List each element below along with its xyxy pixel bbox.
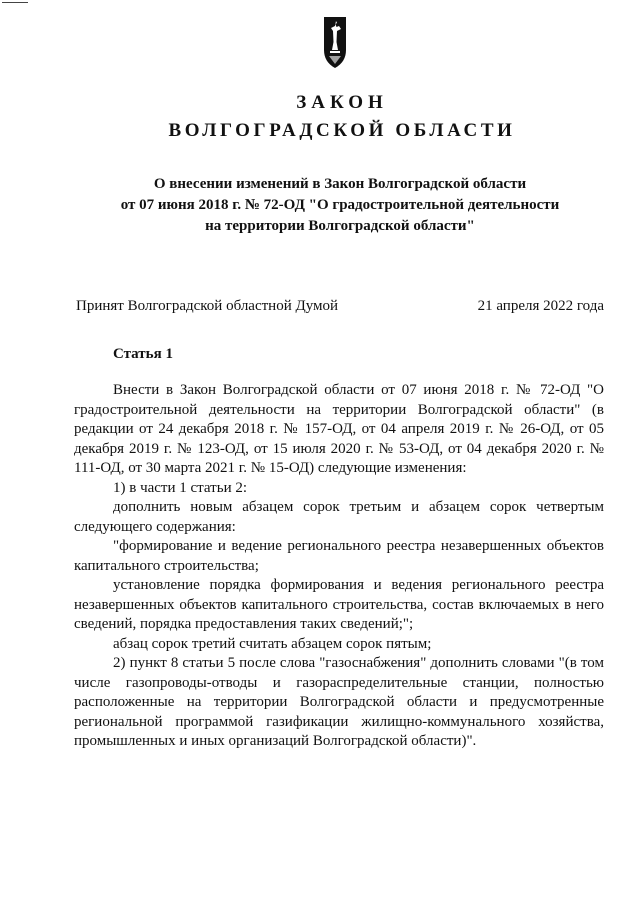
subtitle-line: О внесении изменений в Закон Волгоградской области bbox=[153, 176, 527, 192]
paragraph: 2) пункт 8 статьи 5 после слова "газоснабжения" дополнить словами "(в том числе газопроводы-отводы и газораспределительные станции, полностью расположенные на территории Волгоградской области и предусмотренные региональной программой газификации жилищно-коммунального хозяйства, промышленных и иных организаций Волгоградской области)". bbox=[74, 655, 604, 749]
paragraph: "формирование и ведение регионального реестра незавершенных объектов капитального строительства; bbox=[74, 538, 604, 574]
paragraph: 1) в части 1 статьи 2: bbox=[113, 479, 248, 496]
coat-of-arms-icon bbox=[323, 14, 347, 70]
paragraph: дополнить новым абзацем сорок третьим и абзацем сорок четвертым следующего содержания: bbox=[74, 499, 604, 535]
document-type-title: ЗАКОН bbox=[296, 92, 388, 113]
subtitle-line: на территории Волгоградской области" bbox=[205, 218, 475, 234]
law-subtitle bbox=[100, 174, 580, 237]
paragraph: Внести в Закон Волгоградской области от 07 июня 2018 г. № 72-ОД "О градостроительной деятельности на территории Волгоградской области" (в редакции от 24 декабря 2018 г. № 157-ОД, от 04 апреля 2019 г. № 26-ОД, от 05 декабря 2019 г. № 123-ОД, от 15 июля 2020 г. № 53-ОД, от 04 декабря 2020 г. № 111-ОД, от 30 марта 2021 г. № 15-ОД) следующие изменения: bbox=[74, 382, 604, 476]
article-heading: Статья 1 bbox=[113, 346, 173, 362]
region-title: ВОЛГОГРАДСКОЙ ОБЛАСТИ bbox=[168, 120, 516, 141]
adoption-date: 21 апреля 2022 года bbox=[477, 298, 604, 314]
paragraph: абзац сорок третий считать абзацем сорок пятым; bbox=[113, 635, 432, 652]
corner-rule bbox=[2, 2, 28, 3]
paragraph: установление порядка формирования и ведения регионального реестра незавершенных объектов капитального строительства, состав включаемых в него сведений, порядка предоставления таких сведений;"; bbox=[74, 577, 604, 632]
article-body bbox=[74, 381, 604, 752]
adopted-by: Принят Волгоградской областной Думой bbox=[76, 298, 339, 314]
subtitle-line: от 07 июня 2018 г. № 72-ОД "О градостроительной деятельности bbox=[120, 197, 560, 213]
adoption-line bbox=[76, 296, 604, 316]
